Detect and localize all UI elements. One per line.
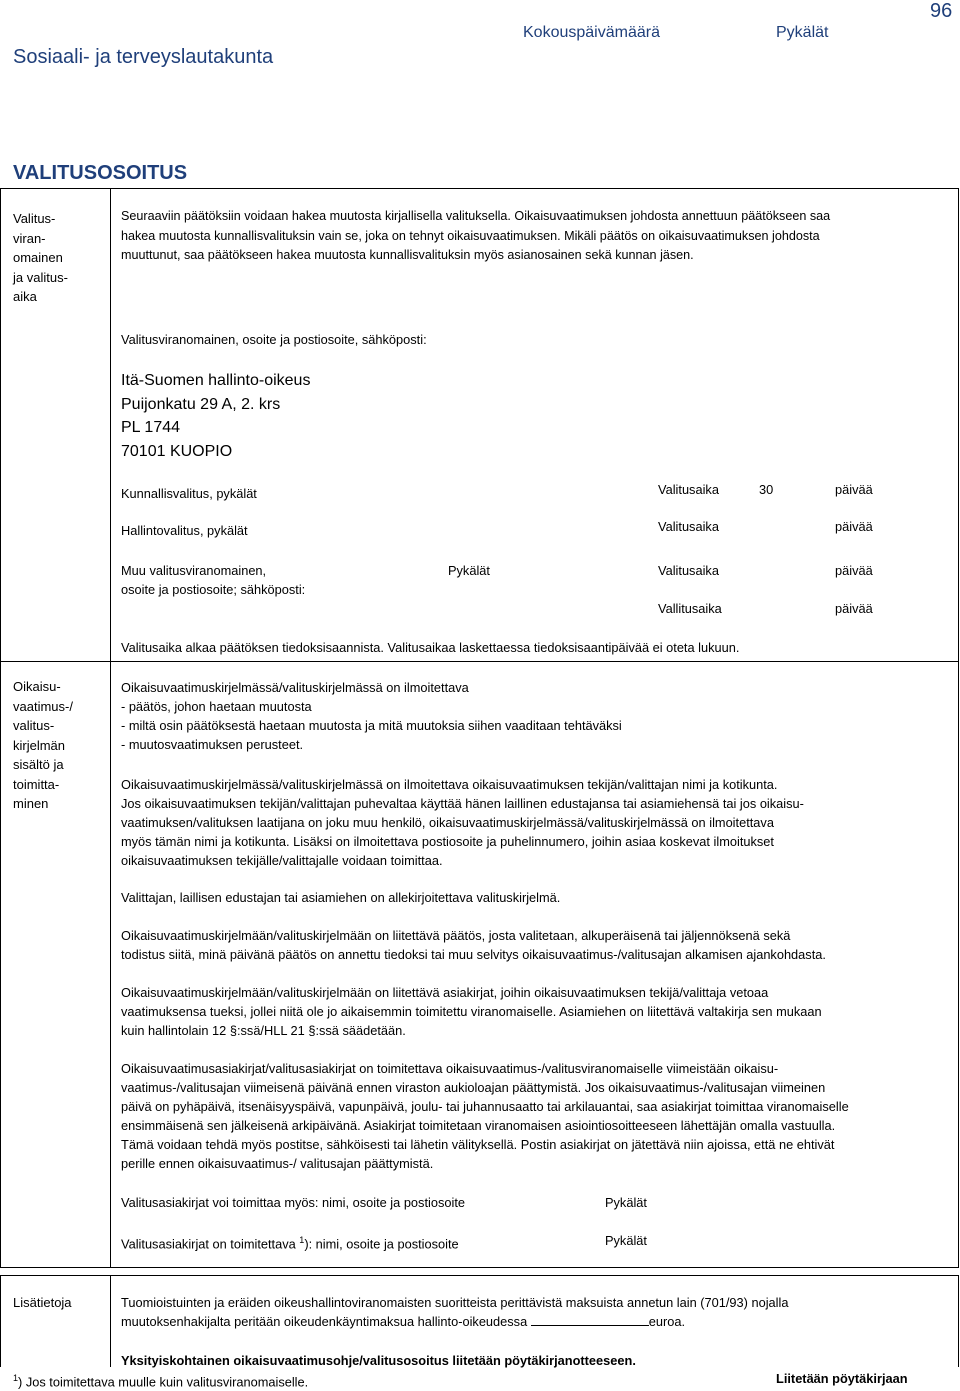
row-other-period: Valitusaika: [658, 563, 719, 578]
delivery-required-section: Pykälät: [605, 1233, 647, 1248]
row-administrative-unit: päivää: [835, 519, 873, 534]
row-administrative-appeal: Hallintovalitus, pykälät: [121, 523, 248, 538]
row-other-unit: päivää: [835, 563, 873, 578]
row-other-unit-2: päivää: [835, 601, 873, 616]
content-paragraph-2: Oikaisuvaatimuskirjelmässä/valituskirjelmässä on ilmoitettava oikaisuvaatimuksen tekijän/valittajan nimi ja kotikunta. Jos oikaisuvaatimuksen tekijän/valittajan puhevaltaa käyttää hänen laillinen edustajansa tai asiamiehensä tai jos oikaisu- vaatimuksen/valituksen laatijana on joku muu henkilö, oikaisuvaatimuskirjelmässä/valituskirjelmässä on ilmoitettava myös tämän nimi ja kotikunta. Lisäksi on ilmoitettava postiosoite ja puhelinnumero, joihin asiaa koskevat ilmoitukset oikaisuvaatimuksen tekijälle/valittajalle voidaan toimittaa.: [121, 777, 804, 868]
content-paragraph-6: Oikaisuvaatimusasiakirjat/valitusasiakirjat on toimitettava oikaisuvaatimus-/valitusviranomaiselle viimeistään oikaisu- vaatimus-/valitusajan viimeisenä päivänä ennen viraston aukioloajan päättymistä. Jos oikaisuvaatimus-/valitusajan viimeinen päivä on pyhäpäivä, itsenäisyyspäivä, vapunpäivä, joulu- tai juhannusaatto tai arkilauantai, saa asiakirjat toimittaa viranomaiselle ensimmäisenä sen jälkeisenä arkipäivänä. Asiakirjat toimitetaan viranomaisen asiointiosoitteeseen lähettäjän omalla vastuulla. Tämä voidaan tehdä myös postitse, sähköisesti tai lähetin välityksellä. Postin asiakirjat on jätettävä niin ajoissa, että ne ehtivät perille ennen oikaisuvaatimus-/ valitusajan päättymistä.: [121, 1061, 849, 1171]
delivery-alt-address: Valitusasiakirjat voi toimittaa myös: nimi, osoite ja postiosoite: [121, 1195, 465, 1210]
section-label-authority: Valitus- viran- omainen ja valitus- aika: [13, 211, 68, 304]
detailed-instructions-note: Yksityiskohtainen oikaisuvaatimusohje/valitusosoitus liitetään pöytäkirjanotteeseen.: [121, 1353, 636, 1368]
minutes-label: Pykälät: [776, 24, 829, 41]
appeal-period-note: Valitusaika alkaa päätöksen tiedoksisaannista. Valitusaikaa laskettaessa tiedoksisaantipäivää ei oteta lukuun.: [121, 640, 740, 655]
footnote: $^1$) Jos toimitettava muulle kuin valitusviranomaiselle.: [13, 1373, 309, 1390]
section-label-info: Lisätietoja: [13, 1295, 72, 1310]
row-other-authority: Muu valitusviranomainen,: [121, 563, 267, 578]
row-municipal-appeal: Kunnallisvalitus, pykälät: [121, 486, 257, 501]
content-paragraph-5: Oikaisuvaatimuskirjelmään/valituskirjelmään on liitettävä asiakirjat, joihin oikaisuvaatimuksen tekijä/valittaja vetoaa vaatimuksensa tueksi, jollei niitä ole jo aikaisemmin toimitettu viranomaiselle. Asiamiehen on liitettävä valtakirja sen mukaan kuin hallintolain 12 §:ssä/HLL 21 §:ssä säädetään.: [121, 985, 822, 1038]
page-number: 96: [930, 0, 953, 22]
meeting-date-label: Kokouspäivämäärä: [523, 24, 660, 41]
delivery-alt-section: Pykälät: [605, 1195, 647, 1210]
row-municipal-unit: päivää: [835, 482, 873, 497]
amount-blank: [531, 1314, 649, 1326]
divider: [110, 662, 111, 1268]
fee-text: Tuomioistuinten ja eräiden oikeushallintoviranomaisten suoritteista perittävistä maksuista annetun lain (701/93) nojalla muutoksenhakijalta peritään oikeudenkäyntimaksua hallinto-oikeudessa euroa.: [121, 1295, 789, 1329]
content-paragraph-3: Valittajan, laillisen edustajan tai asiamiehen on allekirjoitettava valituskirjelmä.: [121, 890, 561, 905]
divider: [110, 1275, 111, 1367]
document-title: VALITUSOSOITUS: [13, 162, 188, 184]
committee-name: Sosiaali- ja terveyslautakunta: [13, 46, 274, 68]
intro-text: Seuraaviin päätöksiin voidaan hakea muutosta kirjallisella valituksella. Oikaisuvaatimuksen johdosta annettuun päätökseen saa hakea muutosta kunnallisvalituksin vain se, joka on tehnyt oikaisuvaatimuksen. Mikäli päätös on oikaisuvaatimuksen johdosta muuttunut, saa päätökseen hakea muutosta kunnallisvalituksin myös asianosainen sekä kunnan jäsen.: [121, 209, 831, 262]
row-municipal-period: Valitusaika: [658, 482, 719, 497]
row-administrative-period: Valitusaika: [658, 519, 719, 534]
content-paragraph-4: Oikaisuvaatimuskirjelmään/valituskirjelmään on liitettävä päätös, josta valitetaan, alkuperäisenä tai jäljennöksenä sekä todistus siitä, minä päivänä päätös on annettu tiedoksi tai muu selvitys oikaisuvaatimus-/valitusajan alkamisen ajankohdasta.: [121, 928, 826, 962]
attached-to-minutes: Liitetään pöytäkirjaan: [776, 1371, 908, 1386]
delivery-required-address: Valitusasiakirjat on toimitettava $^1$): nimi, osoite ja postiosoite: [121, 1235, 459, 1252]
row-municipal-days: 30: [759, 482, 774, 497]
row-other-period-2: Vallitusaika: [658, 601, 722, 616]
row-other-section: Pykälät: [448, 563, 490, 578]
authority-heading: Valitusviranomainen, osoite ja postiosoite, sähköposti:: [121, 332, 427, 347]
section-label-content: Oikaisu- vaatimus-/ valitus- kirjelmän sisältö ja toimitta- minen: [13, 679, 73, 811]
divider: [110, 188, 111, 662]
content-paragraph-1: Oikaisuvaatimuskirjelmässä/valituskirjelmässä on ilmoitettava - päätös, johon haetaan muutosta - miltä osin päätöksestä haetaan muutosta ja mitä muutoksia siihen vaaditaan tehtäväksi - muutosvaatimuksen perusteet.: [121, 680, 622, 752]
row-other-address: osoite ja postiosoite; sähköposti:: [121, 582, 306, 597]
authority-address: Itä-Suomen hallinto-oikeus Puijonkatu 29 A, 2. krs PL 1744 70101 KUOPIO: [121, 372, 311, 460]
